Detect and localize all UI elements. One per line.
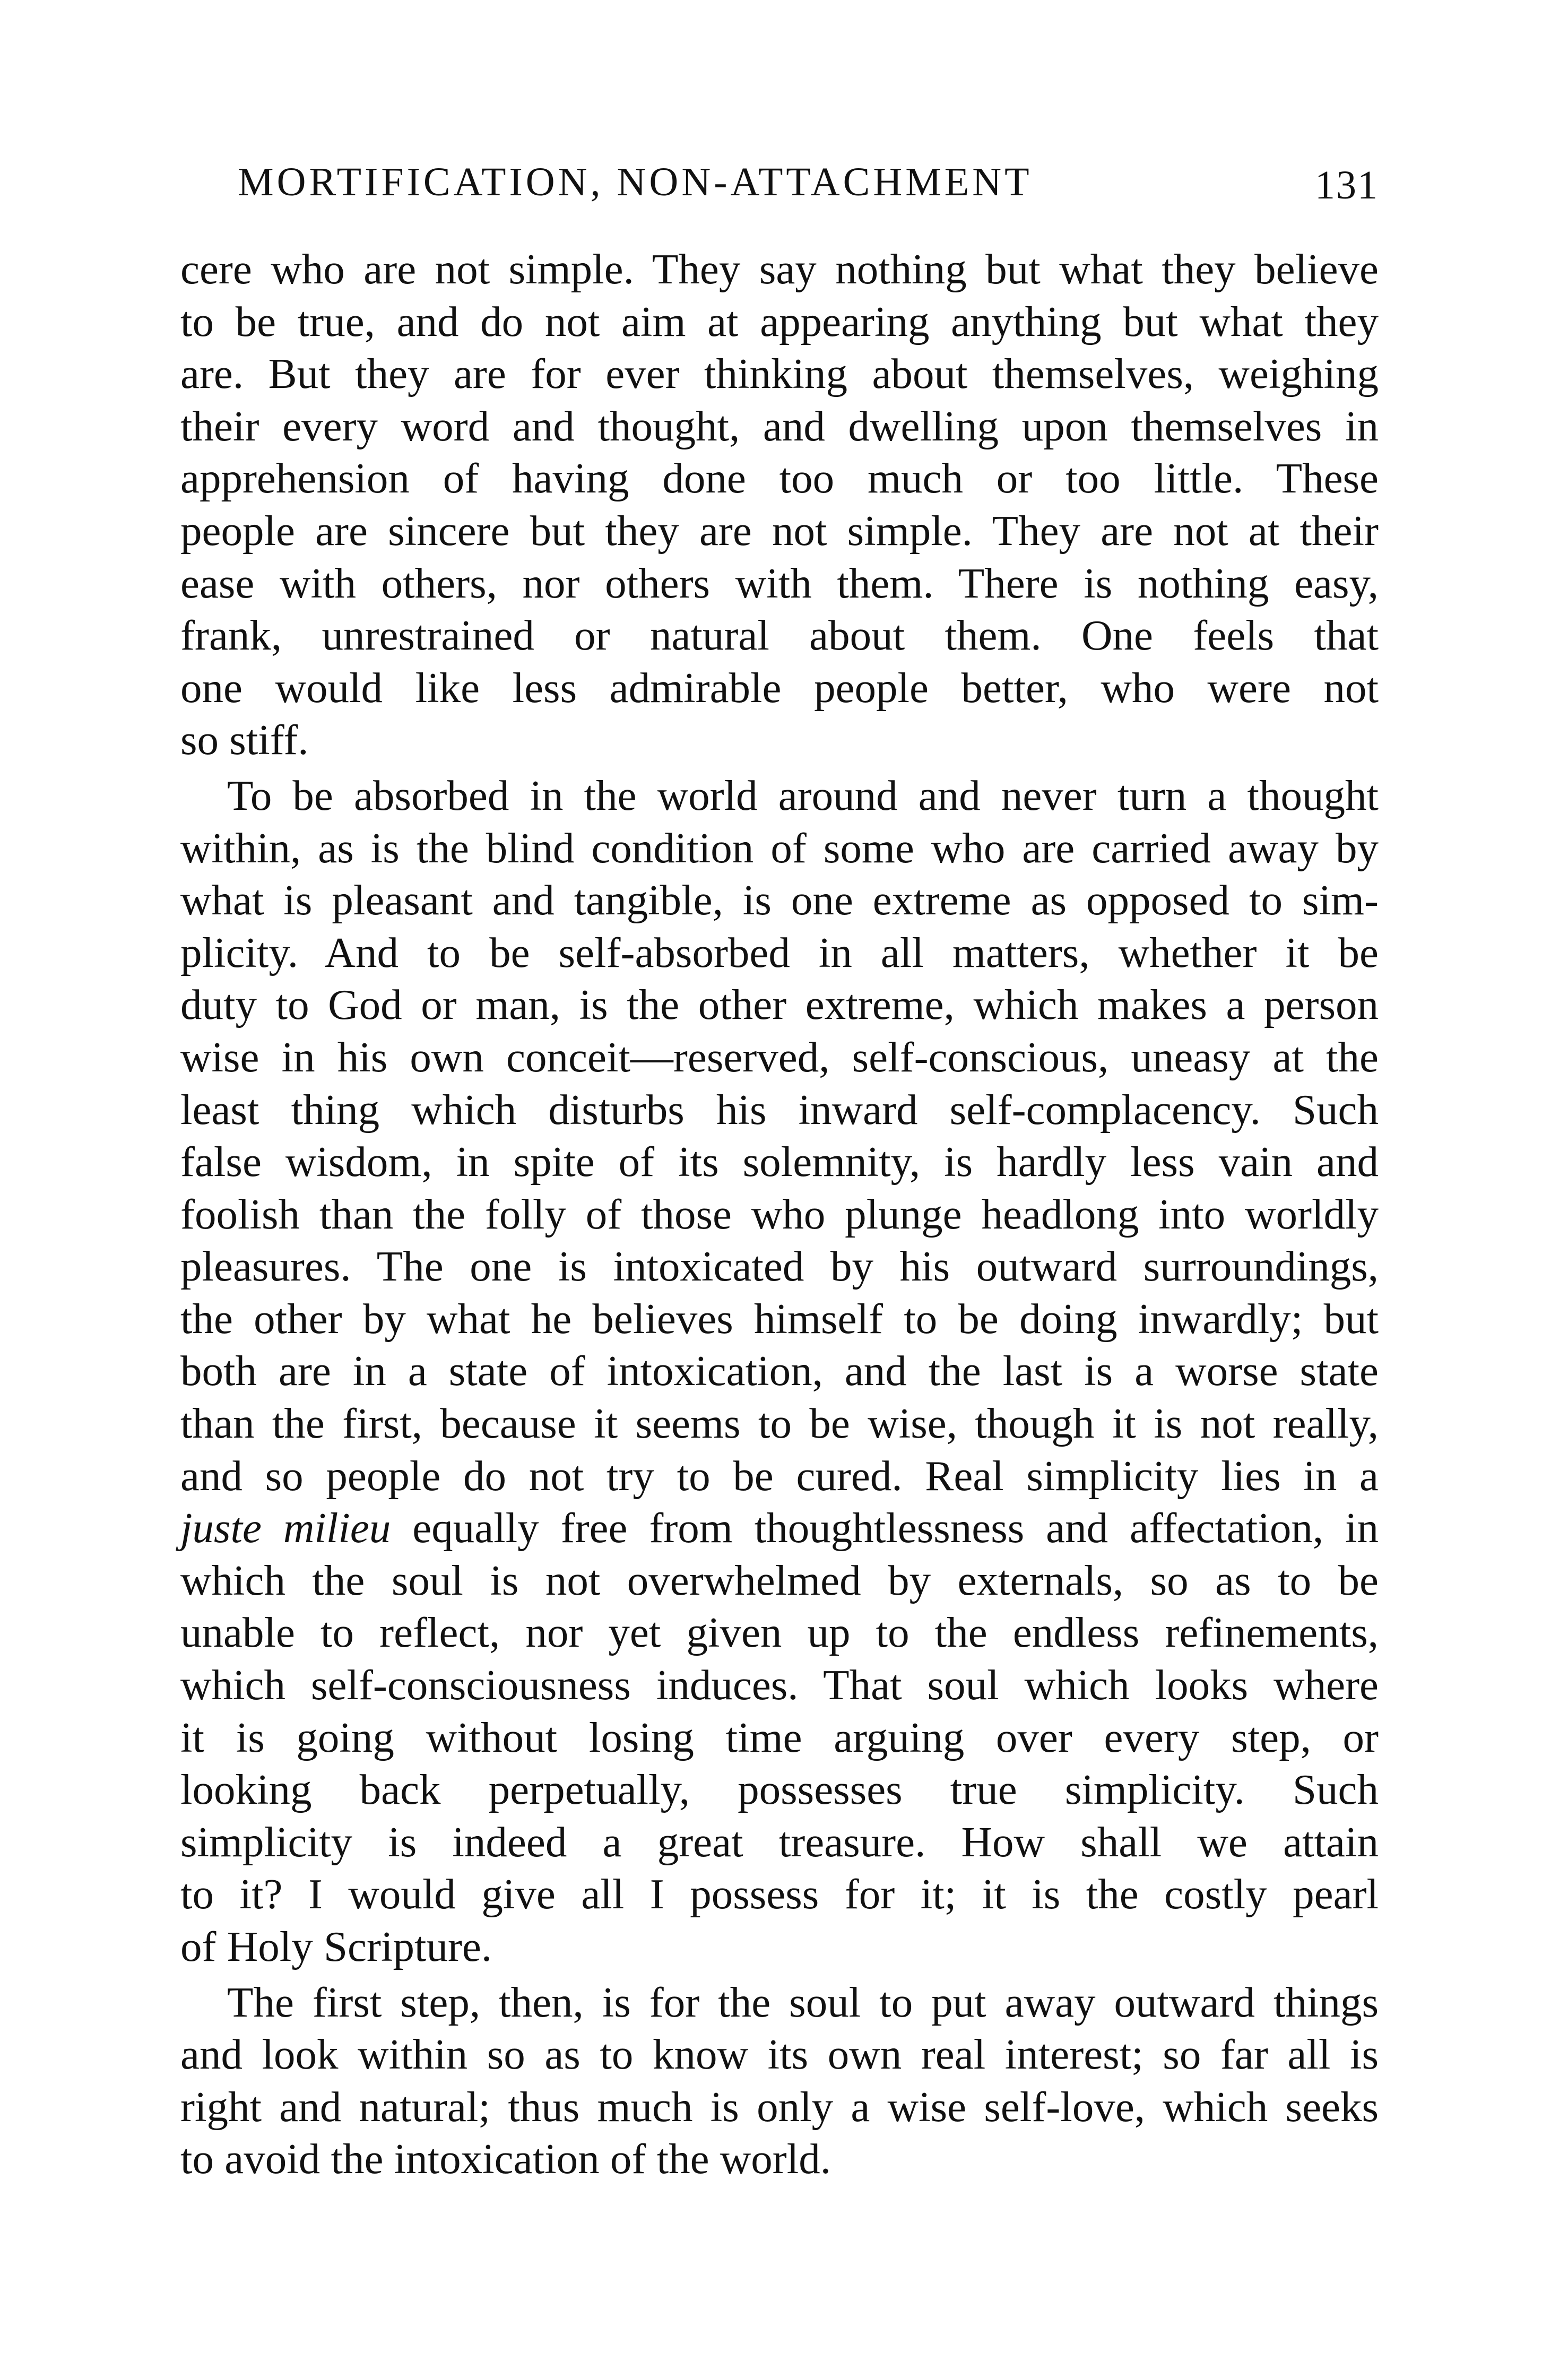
text-line: one would like less admirable people better, who were not — [180, 663, 1379, 712]
text-line: pleasures. The one is intoxicated by his outward surroundings, — [180, 1242, 1379, 1291]
text-line: which the soul is not overwhelmed by externals, so as to be — [180, 1556, 1379, 1604]
text-line: the other by what he believes himself to be doing inwardly; but — [180, 1294, 1379, 1343]
text-line: To be absorbed in the world around and never turn a thought — [227, 771, 1379, 819]
italic-phrase: juste milieu — [180, 1504, 391, 1552]
text-line: than the first, because it seems to be wise, though it is not really, — [180, 1399, 1379, 1448]
paragraph-1 — [180, 243, 1379, 766]
text-line: so stiff. — [180, 716, 309, 764]
text-line-rest: equally free from thoughtlessness and affectation, in — [391, 1504, 1379, 1552]
text-line: unable to reflect, nor yet given up to the endless refinements, — [180, 1608, 1379, 1657]
text-line: wise in his own conceit—reserved, self-conscious, uneasy at the — [180, 1033, 1379, 1081]
text-line: within, as is the blind condition of some who are carried away by — [180, 824, 1379, 872]
text-line: to be true, and do not aim at appearing anything but what they — [180, 297, 1379, 345]
text-line: of Holy Scripture. — [180, 1923, 492, 1970]
text-line: their every word and thought, and dwelling upon themselves in — [180, 402, 1379, 450]
text-line: foolish than the folly of those who plunge headlong into worldly — [180, 1190, 1379, 1238]
paragraph-2 — [180, 769, 1379, 1973]
text-line: plicity. And to be self-absorbed in all matters, whether it be — [180, 928, 1379, 976]
running-head-title: MORTIFICATION, NON-ATTACHMENT — [238, 160, 1033, 204]
text-line-italic-phrase — [180, 1502, 1379, 1554]
text-line: are. But they are for ever thinking about themselves, weighing — [180, 350, 1379, 398]
page-number: 131 — [1315, 163, 1379, 207]
text-line: false wisdom, in spite of its solemnity, is hardly less vain and — [180, 1138, 1379, 1186]
text-line: and so people do not try to be cured. Real simplicity lies in a — [180, 1451, 1379, 1500]
text-line: least thing which disturbs his inward self-complacency. Such — [180, 1085, 1379, 1134]
text-line: to avoid the intoxication of the world. — [180, 2135, 831, 2183]
text-line: both are in a state of intoxication, and the last is a worse state — [180, 1347, 1379, 1395]
body-text — [180, 243, 1379, 2185]
text-line: simplicity is indeed a great treasure. How shall we attain — [180, 1818, 1379, 1866]
text-line: and look within so as to know its own real interest; so far all is — [180, 2030, 1379, 2079]
text-line: to it? I would give all I possess for it; it is the costly pearl — [180, 1870, 1379, 1918]
text-line: apprehension of having done too much or too little. These — [180, 454, 1379, 503]
text-line: it is going without losing time arguing over every step, or — [180, 1713, 1379, 1761]
paragraph-3 — [180, 1976, 1379, 2185]
text-line: what is pleasant and tangible, is one extreme as opposed to sim- — [180, 876, 1379, 924]
text-line: frank, unrestrained or natural about them. One feels that — [180, 611, 1379, 660]
text-line: which self-consciousness induces. That soul which looks where — [180, 1661, 1379, 1709]
text-line: people are sincere but they are not simple. They are not at their — [180, 506, 1379, 555]
text-line: ease with others, nor others with them. There is nothing easy, — [180, 559, 1379, 607]
text-line: duty to God or man, is the other extreme, which makes a person — [180, 981, 1379, 1029]
text-line: cere who are not simple. They say nothing but what they believe — [180, 245, 1379, 293]
text-line: right and natural; thus much is only a wise self-love, which seeks — [180, 2082, 1379, 2131]
running-head — [238, 159, 1379, 223]
text-line: The first step, then, is for the soul to put away outward things — [227, 1978, 1379, 2026]
text-line: looking back perpetually, possesses true simplicity. Such — [180, 1766, 1379, 1814]
